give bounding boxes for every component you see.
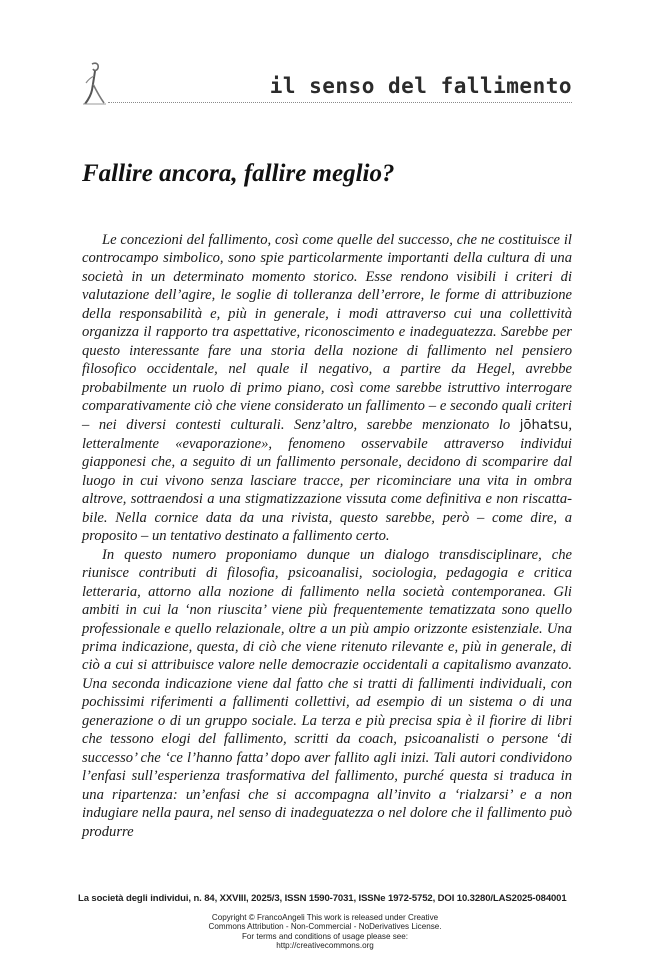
header-divider bbox=[108, 102, 572, 103]
japanese-term: jōhatsu bbox=[519, 417, 569, 433]
paragraph-1-text-b: , letteralmente «evaporazione», fenomeno osservabile attraverso individui giapponesi che, a seguito di un fallimento personale, decidono di scomparire dal luogo in cui vivono senza lasciare tracce, per ricominciare una vita in ombra altrove, sottraendosi a una stigmatizzazione vissuta come definitiva e non riscattabile. Nella cornice data da una rivista, questo sarebbe, però – come dire, a proposito – un tentativo destinato a fallimento certo. bbox=[82, 416, 572, 545]
running-head: il senso del fallimento bbox=[269, 74, 572, 98]
page-header bbox=[82, 60, 572, 110]
paragraph-1 bbox=[82, 231, 572, 546]
license-line: For terms and conditions of usage please see: bbox=[241, 931, 409, 941]
license-line: Commons Attribution - Non-Commercial - NoDerivatives License. bbox=[208, 922, 442, 932]
paragraph-2: In questo numero proponiamo dunque un dialogo transdisciplinare, che riunisce contributi di filosofia, psicoanalisi, sociologia, pedagogia e critica letteraria, attorno alla nozione di fallimento nella società contemporanea. Gli ambiti in cui la ‘non riuscita’ viene più frequentemente tematizzata sono quello professionale e quello relazionale, oltre a un più ampio orizzonte esistenziale. Una prima indicazione, questa, di ciò che viene ritenuto rilevante e, più in generale, di ciò a cui si attribuisce valore nelle democrazie occidentali a capitalismo avanzato. Una seconda indicazione viene dal fatto che si tratti di fallimenti individuali, con pochissimi riferimenti a fallimenti collettivi, ad esempio di un sistema o di una generazione o di un gruppo sociale. La terza e più precisa spia è il fiorire di libri che tessono elogi del fallimento, scritti da coach, psicoanalisti o persone ‘di successo’ che ‘ce l’hanno fatta’ dopo aver fallito agli inizi. Tali autori condividono l’enfasi sull’esperienza trasformativa del fallimento, purché questa si traduca in una ripartenza: un’enfasi che si accompagna all’invito a ‘rialzarsi’ e a non indugiare nella paura, nel senso di inadeguatezza o nel dolore che il fallimento può produrre bbox=[82, 546, 572, 840]
figure-sketch-icon bbox=[82, 60, 108, 106]
license-line: http://creativecommons.org bbox=[276, 941, 374, 951]
article-title: Fallire ancora, fallire meglio? bbox=[82, 160, 395, 187]
journal-citation: La società degli individui, n. 84, XXVIII, 2025/3, ISSN 1590-7031, ISSNe 1972-5752, DOI 10.3280/LAS2025-084001 bbox=[78, 893, 567, 904]
license-line: Copyright © FrancoAngeli This work is released under Creative bbox=[211, 913, 439, 922]
paragraph-1-text-a: Le concezioni del fallimento, così come quelle del successo, che ne costituisce il controcampo simbolico, sono spie particolarmente importanti della cultura di una società in un determinato momento storico. Esse rendono visibili i criteri di valutazione dell’agire, le soglie di tolleranza dell’errore, le forme di attribuzione della responsabilità e, più in generale, i modi attraverso cui una collettività organizza il rapporto tra aspettative, riconoscimento e inadeguatezza. Sarebbe per questo interessante fare una storia della nozione di fallimento nel pensiero filosofico occidentale, nel quale il negativo, a partire da Hegel, avrebbe probabilmente un ruolo di primo piano, così come sarebbe istruttivo interrogare comparativamente ciò che viene considerato un fallimento – e secondo quali criteri – nei diversi contesti culturali. Senz’altro, sarebbe menzionato lo bbox=[82, 232, 572, 433]
license-notice bbox=[150, 913, 500, 951]
article-body bbox=[82, 231, 572, 841]
